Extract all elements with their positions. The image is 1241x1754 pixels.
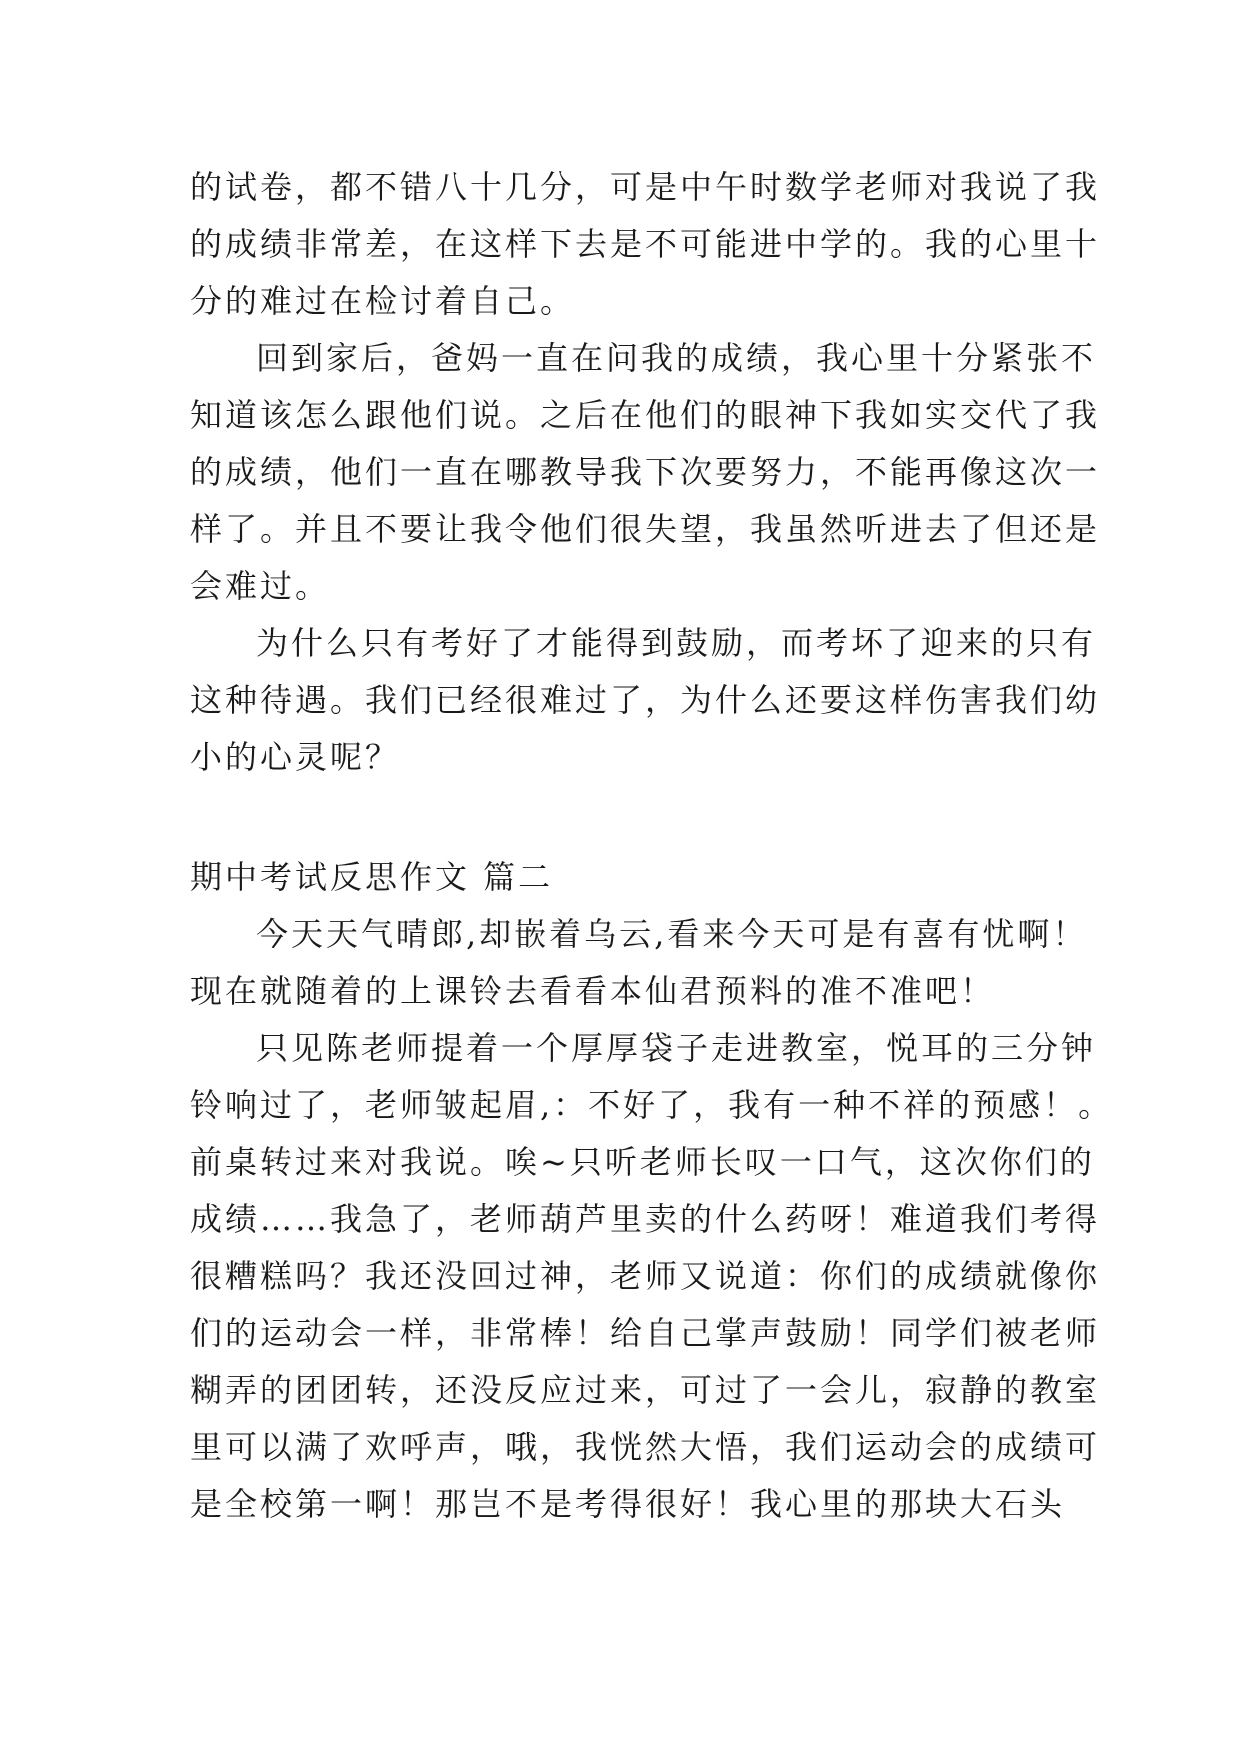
paragraph-line: 回到家后，爸妈一直在问我的成绩，我心里十分紧张不 (256, 339, 1097, 377)
paragraph-line: 糊弄的团团转，还没反应过来，可过了一会儿，寂静的教室 (190, 1371, 1101, 1409)
paragraph-line: 是全校第一啊！那岂不是考得很好！我心里的那块大石头 (190, 1485, 1066, 1523)
paragraph-line: 们的运动会一样，非常棒！给自己掌声鼓励！同学们被老师 (190, 1314, 1101, 1352)
paragraph-line: 成绩……我急了，老师葫芦里卖的什么药呀！难道我们考得 (190, 1200, 1101, 1238)
paragraph-line: 的成绩非常差，在这样下去是不可能进中学的。我的心里十 (190, 225, 1101, 263)
paragraph-line: 的成绩，他们一直在哪教导我下次要努力，不能再像这次一 (190, 453, 1101, 491)
paragraph-line: 只见陈老师提着一个厚厚袋子走进教室，悦耳的三分钟 (256, 1029, 1097, 1067)
paragraph-line: 前桌转过来对我说。唉~只听老师长叹一口气，这次你们的 (190, 1143, 1095, 1181)
paragraph-line: 很糟糕吗？我还没回过神，老师又说道：你们的成绩就像你 (190, 1257, 1101, 1295)
essay-section-1 (190, 159, 1101, 786)
essay-section-2 (190, 849, 1114, 1533)
paragraph-line: 为什么只有考好了才能得到鼓励，而考坏了迎来的只有 (256, 624, 1097, 662)
paragraph-line: 样了。并且不要让我令他们很失望，我虽然听进去了但还是 (190, 510, 1101, 548)
paragraph-line: 里可以满了欢呼声，哦，我恍然大悟，我们运动会的成绩可 (190, 1428, 1101, 1466)
paragraph-line: 知道该怎么跟他们说。之后在他们的眼神下我如实交代了我 (190, 396, 1101, 434)
paragraph-line: 分的难过在检讨着自己。 (190, 282, 576, 320)
section-heading: 期中考试反思作文 篇二 (190, 858, 554, 896)
paragraph-line: 的试卷，都不错八十几分，可是中午时数学老师对我说了我 (190, 168, 1101, 206)
paragraph-line: 这种待遇。我们已经很难过了，为什么还要这样伤害我们幼 (190, 681, 1101, 719)
paragraph-line: 现在就随着的上课铃去看看本仙君预料的准不准吧！ (190, 972, 996, 1010)
paragraph-line: 会难过。 (190, 567, 331, 605)
paragraph-line: 小的心灵呢？ (190, 738, 401, 776)
paragraph-line: 今天天气晴郎,却嵌着乌云,看来今天可是有喜有忧啊！ (256, 915, 1088, 953)
paragraph-line: 铃响过了，老师皱起眉,：不好了，我有一种不祥的预感！。 (190, 1086, 1114, 1124)
